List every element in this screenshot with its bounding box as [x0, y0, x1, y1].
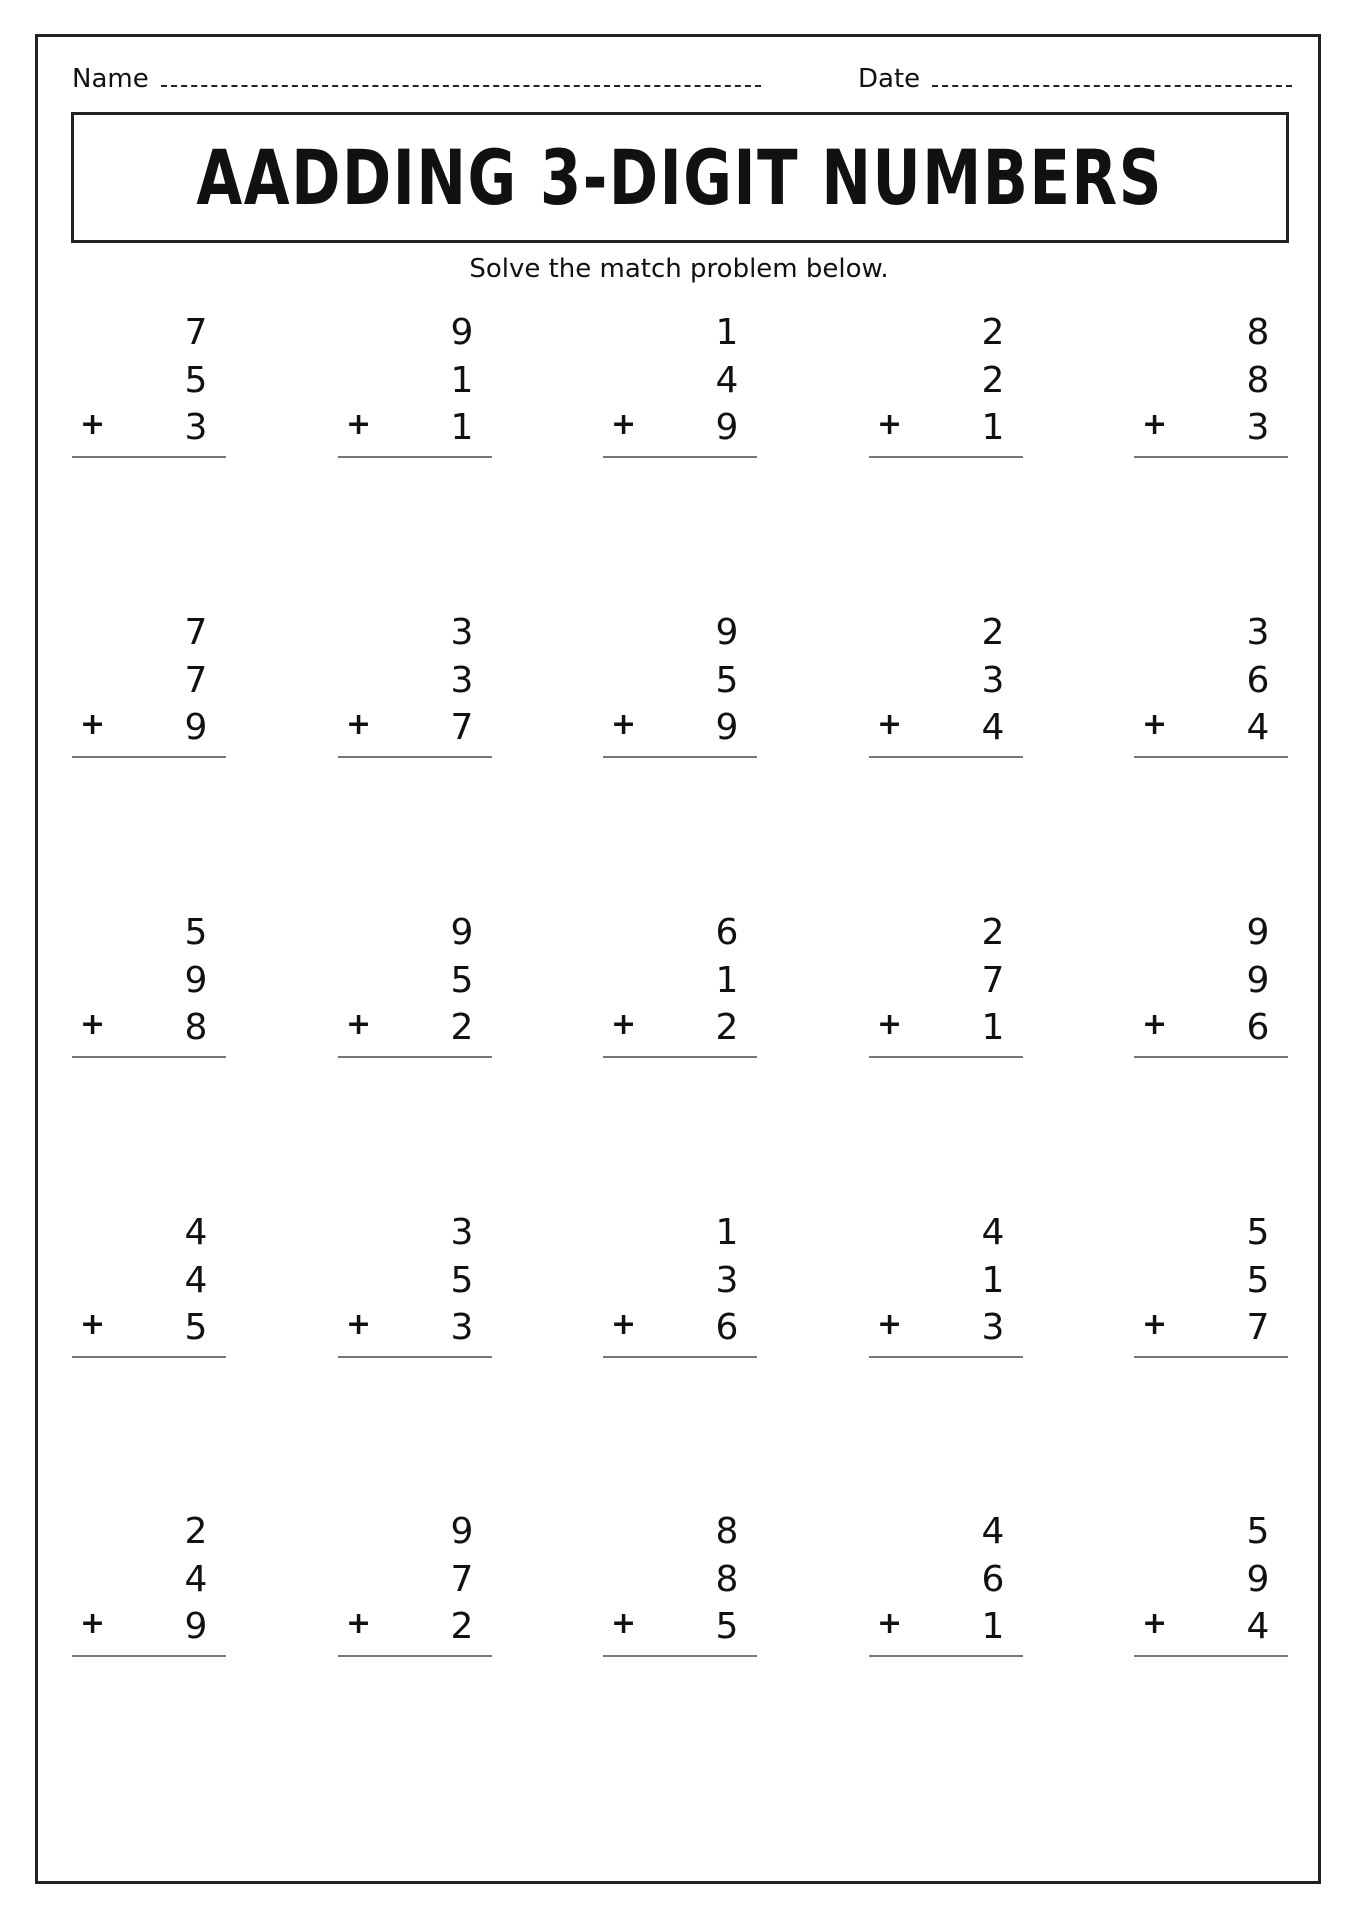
problem-11 — [72, 912, 226, 1052]
addend-2: 2 — [981, 360, 1005, 401]
plus-sign: + — [877, 1307, 903, 1342]
plus-sign: + — [80, 707, 106, 742]
addend-3: 1 — [981, 1007, 1005, 1048]
plus-sign: + — [611, 1606, 637, 1641]
plus-sign: + — [80, 1606, 106, 1641]
addend-2: 9 — [1246, 960, 1270, 1001]
date-field[interactable] — [858, 64, 1292, 94]
addend-1: 4 — [981, 1511, 1005, 1552]
addend-1: 5 — [184, 912, 208, 953]
addend-2: 4 — [184, 1260, 208, 1301]
problem-12 — [338, 912, 492, 1052]
plus-sign: + — [80, 407, 106, 442]
problem-19 — [869, 1212, 1023, 1352]
plus-sign: + — [80, 1007, 106, 1042]
plus-sign: + — [346, 1007, 372, 1042]
answer-line[interactable] — [72, 756, 226, 758]
date-blank-line[interactable] — [932, 77, 1292, 87]
addend-1: 3 — [450, 612, 474, 653]
answer-line[interactable] — [603, 456, 757, 458]
problem-24 — [869, 1511, 1023, 1651]
addend-1: 2 — [184, 1511, 208, 1552]
answer-line[interactable] — [338, 1056, 492, 1058]
problem-14 — [869, 912, 1023, 1052]
date-label: Date — [858, 64, 921, 94]
addend-2: 5 — [450, 960, 474, 1001]
plus-sign: + — [877, 1007, 903, 1042]
addend-2: 1 — [450, 360, 474, 401]
title-box — [71, 112, 1289, 243]
problem-9 — [869, 612, 1023, 752]
addend-3: 2 — [450, 1007, 474, 1048]
addend-3: 2 — [715, 1007, 739, 1048]
answer-line[interactable] — [72, 1056, 226, 1058]
addend-1: 7 — [184, 612, 208, 653]
answer-line[interactable] — [869, 756, 1023, 758]
addend-3: 3 — [184, 407, 208, 448]
addend-2: 8 — [1246, 360, 1270, 401]
addend-3: 7 — [1246, 1307, 1270, 1348]
answer-line[interactable] — [603, 1356, 757, 1358]
answer-line[interactable] — [1134, 1655, 1288, 1657]
problem-25 — [1134, 1511, 1288, 1651]
problem-10 — [1134, 612, 1288, 752]
plus-sign: + — [877, 407, 903, 442]
plus-sign: + — [611, 1307, 637, 1342]
plus-sign: + — [611, 407, 637, 442]
answer-line[interactable] — [1134, 756, 1288, 758]
problem-13 — [603, 912, 757, 1052]
addend-3: 9 — [715, 707, 739, 748]
addend-1: 3 — [1246, 612, 1270, 653]
problem-21 — [72, 1511, 226, 1651]
answer-line[interactable] — [603, 756, 757, 758]
addend-1: 5 — [1246, 1212, 1270, 1253]
plus-sign: + — [877, 1606, 903, 1641]
addend-3: 6 — [715, 1307, 739, 1348]
addend-1: 9 — [1246, 912, 1270, 953]
plus-sign: + — [1142, 407, 1168, 442]
plus-sign: + — [346, 1307, 372, 1342]
addend-2: 1 — [981, 1260, 1005, 1301]
addend-3: 4 — [981, 707, 1005, 748]
problem-22 — [338, 1511, 492, 1651]
addend-1: 2 — [981, 312, 1005, 353]
addend-2: 7 — [981, 960, 1005, 1001]
answer-line[interactable] — [603, 1655, 757, 1657]
problem-15 — [1134, 912, 1288, 1052]
answer-line[interactable] — [1134, 456, 1288, 458]
addend-3: 3 — [450, 1307, 474, 1348]
addend-3: 5 — [715, 1606, 739, 1647]
problem-2 — [338, 312, 492, 452]
addend-3: 7 — [450, 707, 474, 748]
addend-3: 1 — [981, 1606, 1005, 1647]
addend-2: 7 — [450, 1559, 474, 1600]
addend-2: 5 — [715, 660, 739, 701]
problem-7 — [338, 612, 492, 752]
plus-sign: + — [1142, 1007, 1168, 1042]
addend-3: 1 — [450, 407, 474, 448]
answer-line[interactable] — [1134, 1356, 1288, 1358]
plus-sign: + — [611, 707, 637, 742]
addend-1: 9 — [450, 912, 474, 953]
addend-1: 7 — [184, 312, 208, 353]
addend-1: 9 — [450, 1511, 474, 1552]
addend-1: 8 — [1246, 312, 1270, 353]
answer-line[interactable] — [869, 456, 1023, 458]
addend-2: 9 — [1246, 1559, 1270, 1600]
addend-2: 4 — [715, 360, 739, 401]
addend-1: 8 — [715, 1511, 739, 1552]
problem-16 — [72, 1212, 226, 1352]
addend-3: 9 — [715, 407, 739, 448]
plus-sign: + — [611, 1007, 637, 1042]
problem-3 — [603, 312, 757, 452]
plus-sign: + — [346, 407, 372, 442]
addend-1: 4 — [184, 1212, 208, 1253]
addend-3: 4 — [1246, 1606, 1270, 1647]
addend-3: 3 — [981, 1307, 1005, 1348]
instructions: Solve the match problem below. — [469, 254, 889, 284]
answer-line[interactable] — [72, 456, 226, 458]
answer-line[interactable] — [338, 456, 492, 458]
problem-8 — [603, 612, 757, 752]
addend-1: 4 — [981, 1212, 1005, 1253]
plus-sign: + — [346, 1606, 372, 1641]
addend-1: 9 — [715, 612, 739, 653]
name-field[interactable] — [72, 64, 761, 94]
addend-2: 5 — [184, 360, 208, 401]
addend-2: 9 — [184, 960, 208, 1001]
answer-line[interactable] — [338, 1356, 492, 1358]
addend-2: 8 — [715, 1559, 739, 1600]
addend-1: 1 — [715, 1212, 739, 1253]
addend-2: 7 — [184, 660, 208, 701]
addend-1: 2 — [981, 612, 1005, 653]
problem-4 — [869, 312, 1023, 452]
addend-3: 9 — [184, 707, 208, 748]
addend-2: 5 — [1246, 1260, 1270, 1301]
problem-18 — [603, 1212, 757, 1352]
addend-3: 5 — [184, 1307, 208, 1348]
answer-line[interactable] — [72, 1356, 226, 1358]
name-blank-line[interactable] — [161, 77, 761, 87]
answer-line[interactable] — [869, 1356, 1023, 1358]
addend-1: 3 — [450, 1212, 474, 1253]
answer-line[interactable] — [603, 1056, 757, 1058]
addend-2: 3 — [981, 660, 1005, 701]
addend-2: 5 — [450, 1260, 474, 1301]
answer-line[interactable] — [338, 756, 492, 758]
name-label: Name — [72, 64, 149, 94]
addend-3: 8 — [184, 1007, 208, 1048]
answer-line[interactable] — [338, 1655, 492, 1657]
problem-20 — [1134, 1212, 1288, 1352]
addend-3: 4 — [1246, 707, 1270, 748]
addend-2: 6 — [1246, 660, 1270, 701]
addend-2: 4 — [184, 1559, 208, 1600]
problem-6 — [72, 612, 226, 752]
addend-3: 1 — [981, 407, 1005, 448]
plus-sign: + — [1142, 1606, 1168, 1641]
addend-2: 6 — [981, 1559, 1005, 1600]
addend-2: 3 — [450, 660, 474, 701]
plus-sign: + — [80, 1307, 106, 1342]
plus-sign: + — [1142, 1307, 1168, 1342]
answer-line[interactable] — [869, 1655, 1023, 1657]
problem-5 — [1134, 312, 1288, 452]
addend-1: 1 — [715, 312, 739, 353]
addend-1: 9 — [450, 312, 474, 353]
answer-line[interactable] — [72, 1655, 226, 1657]
addend-2: 1 — [715, 960, 739, 1001]
plus-sign: + — [1142, 707, 1168, 742]
addend-3: 6 — [1246, 1007, 1270, 1048]
addend-2: 3 — [715, 1260, 739, 1301]
addend-3: 3 — [1246, 407, 1270, 448]
page-title: AADDING 3-DIGIT NUMBERS — [196, 133, 1164, 222]
addend-3: 9 — [184, 1606, 208, 1647]
plus-sign: + — [877, 707, 903, 742]
problem-23 — [603, 1511, 757, 1651]
addend-3: 2 — [450, 1606, 474, 1647]
problem-1 — [72, 312, 226, 452]
addend-1: 6 — [715, 912, 739, 953]
plus-sign: + — [346, 707, 372, 742]
addend-1: 2 — [981, 912, 1005, 953]
answer-line[interactable] — [1134, 1056, 1288, 1058]
problem-17 — [338, 1212, 492, 1352]
answer-line[interactable] — [869, 1056, 1023, 1058]
addend-1: 5 — [1246, 1511, 1270, 1552]
